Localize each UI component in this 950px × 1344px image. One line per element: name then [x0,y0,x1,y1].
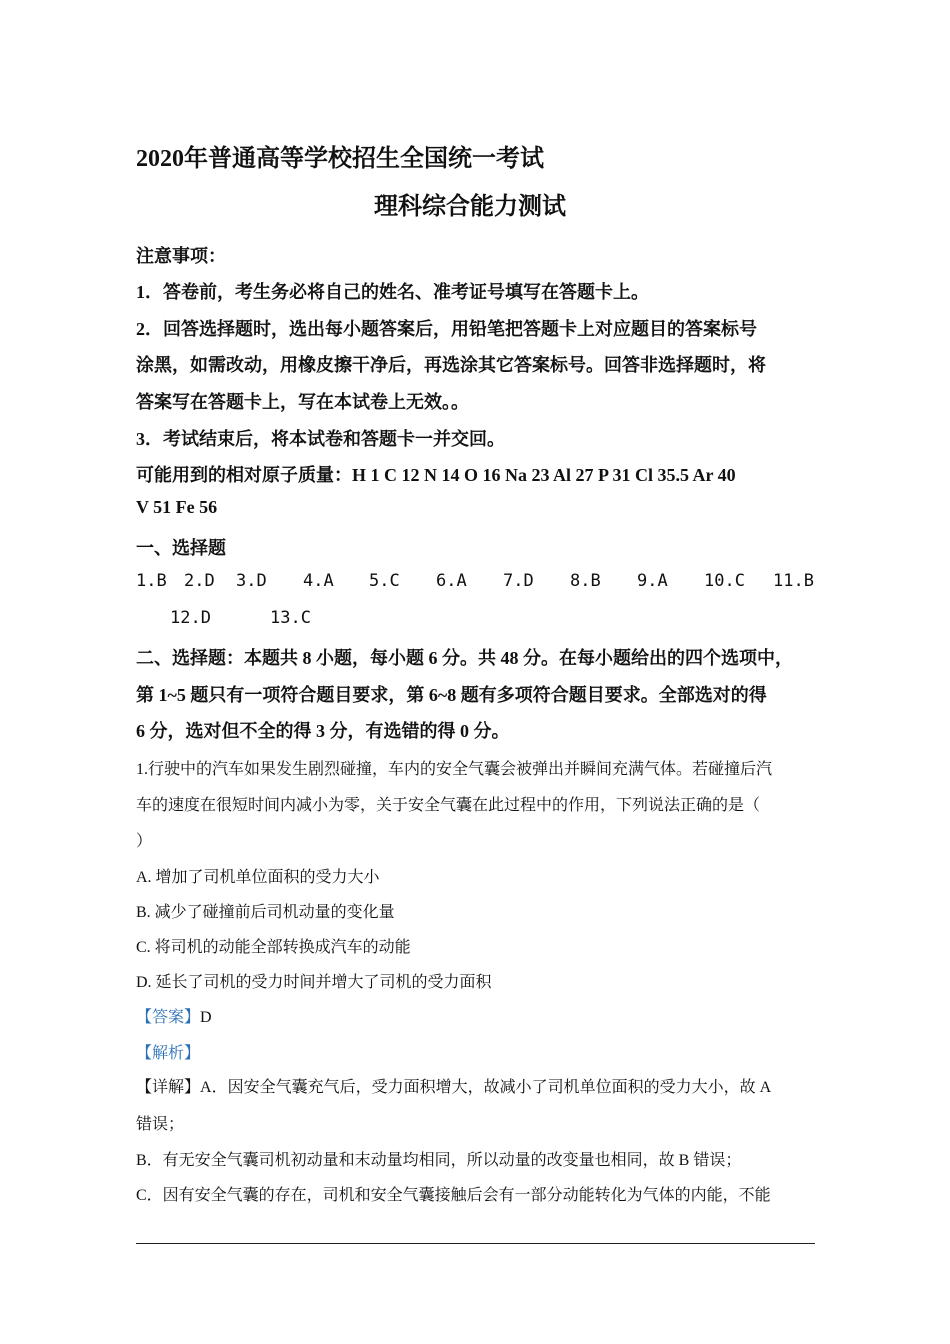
notice-item-3: 3．考试结束后，将本试卷和答题卡一并交回。 [136,429,505,449]
detail-a-text: A．因安全气囊充气后，受力面积增大，故减小了司机单位面积的受力大小，故 A [200,1079,772,1096]
option-a: A. 增加了司机单位面积的受力大小 [136,869,380,886]
detail-b: B．有无安全气囊司机初动量和末动量均相同，所以动量的改变量也相同，故 B 错误； [136,1152,742,1169]
answer-key-item: 10.C [704,571,745,591]
answer-key-row-2 [136,608,816,630]
exam-subtitle: 理科综合能力测试 [374,194,566,220]
answer-key-item: 11.B [773,571,814,591]
exam-title: 2020年普通高等学校招生全国统一考试 [136,146,544,172]
notice-item-2-line-2: 涂黑，如需改动，用橡皮擦干净后，再选涂其它答案标号。回答非选择题时，将 [136,355,766,375]
detail-c: C．因有安全气囊的存在，司机和安全气囊接触后会有一部分动能转化为气体的内能，不能 [136,1187,771,1204]
answer-key-item: 1.B [136,571,167,591]
notice-heading: 注意事项： [136,246,226,266]
question-1-stem-line-2: 车的速度在很短时间内减小为零，关于安全气囊在此过程中的作用，下列说法正确的是（ [136,797,761,814]
question-1-stem-line-1: 1.行驶中的汽车如果发生剧烈碰撞，车内的安全气囊会被弹出并瞬间充满气体。若碰撞后汽 [136,761,773,778]
detail-a-line-1 [136,1074,771,1097]
answer-value: D [200,1009,212,1026]
option-d: D. 延长了司机的受力时间并增大了司机的受力面积 [136,974,492,991]
analysis-tag: 【解析】 [136,1045,201,1062]
answer-key-row-1 [136,571,816,593]
answer-tag: 【答案】 [136,1009,201,1026]
notice-item-1: 1．答卷前，考生务必将自己的姓名、准考证号填写在答题卡上。 [136,282,649,302]
answer-key-item: 7.D [503,571,534,591]
answer-key-item: 9.A [637,571,668,591]
detail-tag: 【详解】 [136,1079,201,1096]
answer-key-item: 2.D [184,571,215,591]
question-1-stem-line-3: ） [136,833,153,850]
answer-line [136,1004,212,1027]
section-2-heading-line-3: 6 分，选对但不全的得 3 分，有选错的得 0 分。 [136,721,510,741]
section-1-heading: 一、选择题 [136,538,226,558]
answer-key-item: 5.C [369,571,400,591]
option-c: C. 将司机的动能全部转换成汽车的动能 [136,939,411,956]
footer-divider [136,1243,815,1244]
notice-item-2-line-3: 答案写在答题卡上，写在本试卷上无效。。 [136,392,469,412]
section-2-heading-line-2: 第 1~5 题只有一项符合题目要求，第 6~8 题有多项符合题目要求。全部选对的得 [136,685,767,705]
option-b: B. 减少了碰撞前后司机动量的变化量 [136,904,395,921]
answer-key-item: 13.C [270,608,311,628]
section-2-heading-line-1: 二、选择题：本题共 8 小题，每小题 6 分。共 48 分。在每小题给出的四个选项中， [136,648,793,668]
atomic-masses-line-2: V 51 Fe 56 [136,497,218,517]
answer-key-item: 8.B [570,571,601,591]
notice-item-2-line-1: 2．回答选择题时，选出每小题答案后，用铅笔把答题卡上对应题目的答案标号 [136,319,757,339]
answer-key-item: 3.D [236,571,267,591]
answer-key-item: 4.A [303,571,334,591]
answer-key-item: 12.D [170,608,211,628]
answer-key-item: 6.A [436,571,467,591]
atomic-masses-line-1: 可能用到的相对原子质量：H 1 C 12 N 14 O 16 Na 23 Al 27 P 31 Cl 35.5 Ar 40 [136,465,736,485]
detail-a-line-2: 错误； [136,1116,185,1133]
